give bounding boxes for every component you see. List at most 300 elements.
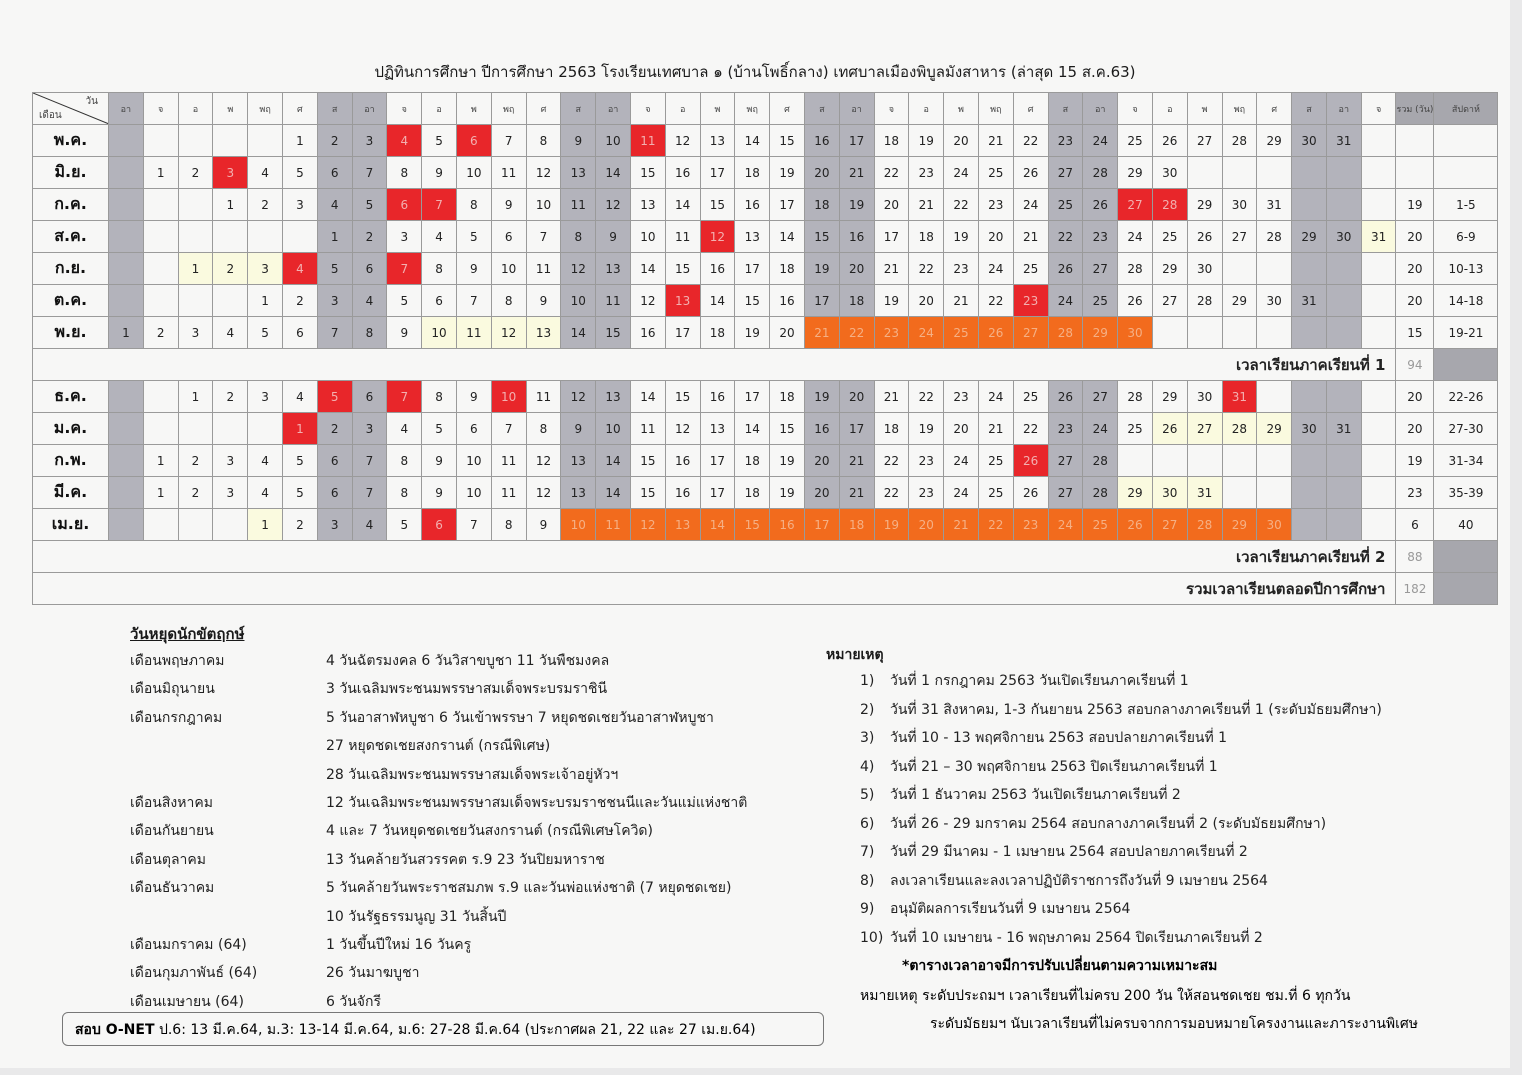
day-cell: 15 — [735, 509, 770, 541]
day-cell: 4 — [387, 413, 422, 445]
month-weeks: 19-21 — [1434, 317, 1498, 349]
day-cell: 14 — [700, 285, 735, 317]
month-weeks — [1434, 157, 1498, 189]
day-cell: 29 — [1257, 125, 1292, 157]
day-cell: 24 — [944, 445, 979, 477]
day-cell: 27 — [1048, 157, 1083, 189]
month-total-days — [1396, 157, 1434, 189]
day-cell: 10 — [456, 445, 491, 477]
day-cell: 23 — [944, 381, 979, 413]
month-row — [33, 317, 1498, 349]
weekday-header: ศ — [770, 93, 805, 125]
day-cell: 9 — [526, 509, 561, 541]
day-cell: 31 — [1222, 381, 1257, 413]
day-cell: 10 — [526, 189, 561, 221]
month-row — [33, 381, 1498, 413]
empty-day-cell — [1292, 253, 1327, 285]
month-weeks: 40 — [1434, 509, 1498, 541]
day-cell: 31 — [1361, 221, 1396, 253]
day-cell: 25 — [1013, 381, 1048, 413]
day-cell: 24 — [978, 381, 1013, 413]
holiday-text: 1 วันขึ้นปีใหม่ 16 วันครู — [326, 937, 472, 953]
empty-day-cell — [1152, 445, 1187, 477]
day-cell: 1 — [178, 381, 213, 413]
empty-day-cell — [1257, 157, 1292, 189]
day-cell: 22 — [978, 285, 1013, 317]
day-cell: 13 — [735, 221, 770, 253]
empty-day-cell — [109, 157, 144, 189]
holiday-month: เดือนมิถุนายน — [130, 681, 215, 698]
day-cell: 2 — [248, 189, 283, 221]
day-cell: 7 — [352, 445, 387, 477]
day-cell: 28 — [1118, 381, 1153, 413]
day-cell: 5 — [456, 221, 491, 253]
day-cell: 4 — [352, 285, 387, 317]
empty-day-cell — [213, 125, 248, 157]
day-cell: 14 — [596, 477, 631, 509]
day-cell: 1 — [143, 445, 178, 477]
month-total-days: 6 — [1396, 509, 1434, 541]
empty-day-cell — [1361, 445, 1396, 477]
day-cell: 22 — [1048, 221, 1083, 253]
empty-day-cell — [1187, 445, 1222, 477]
summary-row — [33, 541, 1498, 573]
onet-label: สอบ O-NET — [75, 1022, 155, 1038]
day-cell: 17 — [804, 285, 839, 317]
day-cell: 12 — [526, 445, 561, 477]
day-cell: 30 — [1187, 253, 1222, 285]
note-item — [860, 784, 1181, 806]
month-row — [33, 445, 1498, 477]
summary-label: รวมเวลาเรียนตลอดปีการศึกษา — [33, 573, 1396, 605]
empty-day-cell — [178, 189, 213, 221]
empty-day-cell — [1326, 381, 1361, 413]
day-cell: 3 — [317, 509, 352, 541]
day-cell: 3 — [248, 253, 283, 285]
empty-day-cell — [1361, 125, 1396, 157]
day-cell: 5 — [282, 157, 317, 189]
day-cell: 8 — [422, 253, 457, 285]
day-cell: 20 — [804, 445, 839, 477]
day-cell: 23 — [874, 317, 909, 349]
day-cell: 26 — [1013, 157, 1048, 189]
summary-row — [33, 349, 1498, 381]
day-cell: 9 — [561, 413, 596, 445]
day-cell: 30 — [1222, 189, 1257, 221]
note-number: 3) — [860, 730, 875, 746]
day-cell: 14 — [596, 157, 631, 189]
month-name: มี.ค. — [33, 477, 109, 509]
weekday-header: อา — [839, 93, 874, 125]
day-cell: 28 — [1187, 285, 1222, 317]
day-cell: 29 — [1118, 477, 1153, 509]
day-cell: 15 — [700, 189, 735, 221]
note-text: วันที่ 31 สิงหาคม, 1-3 กันยายน 2563 สอบกลางภาคเรียนที่ 1 (ระดับมัธยมศึกษา) — [890, 701, 1382, 718]
holiday-text: 12 วันเฉลิมพระชนมพรรษาสมเด็จพระบรมราชชนนีและวันแม่แห่งชาติ — [326, 795, 748, 811]
month-weeks: 22-26 — [1434, 381, 1498, 413]
day-cell: 28 — [1083, 477, 1118, 509]
note-item — [860, 699, 1382, 721]
day-cell: 18 — [839, 285, 874, 317]
day-cell: 21 — [1013, 221, 1048, 253]
month-total-days: 19 — [1396, 445, 1434, 477]
day-cell: 9 — [491, 189, 526, 221]
day-cell: 11 — [456, 317, 491, 349]
summary-row — [33, 573, 1498, 605]
corner-cell — [33, 93, 109, 125]
holiday-month: เดือนสิงหาคม — [130, 795, 213, 811]
note-number: 2) — [860, 701, 875, 718]
empty-day-cell — [1361, 381, 1396, 413]
day-cell: 19 — [944, 221, 979, 253]
day-cell: 7 — [526, 221, 561, 253]
day-cell: 23 — [1083, 221, 1118, 253]
day-cell: 6 — [456, 413, 491, 445]
day-cell: 21 — [839, 477, 874, 509]
day-cell: 27 — [1222, 221, 1257, 253]
weekday-header: จ — [1361, 93, 1396, 125]
day-cell: 21 — [978, 125, 1013, 157]
note-item — [860, 841, 1248, 863]
empty-day-cell — [178, 285, 213, 317]
holiday-text: 5 วันอาสาฬหบูชา 6 วันเข้าพรรษา 7 หยุดชดเชยวันอาสาฬหบูชา — [326, 709, 714, 726]
day-cell: 24 — [1048, 285, 1083, 317]
note-text: วันที่ 21 – 30 พฤศจิกายน 2563 ปิดเรียนภาคเรียนที่ 1 — [890, 758, 1218, 775]
day-cell: 2 — [178, 445, 213, 477]
day-cell: 4 — [248, 157, 283, 189]
day-cell: 18 — [700, 317, 735, 349]
weekday-header: อ — [909, 93, 944, 125]
day-cell: 4 — [282, 253, 317, 285]
day-cell: 13 — [665, 509, 700, 541]
day-cell: 1 — [282, 413, 317, 445]
day-cell: 6 — [491, 221, 526, 253]
day-cell: 28 — [1222, 125, 1257, 157]
day-cell: 2 — [317, 125, 352, 157]
weekday-header: ส — [1292, 93, 1327, 125]
empty-day-cell — [213, 221, 248, 253]
note-number: 9) — [860, 901, 875, 917]
empty-day-cell — [109, 221, 144, 253]
holiday-month: เดือนธันวาคม — [130, 880, 215, 897]
day-cell: 16 — [770, 509, 805, 541]
day-cell: 3 — [248, 381, 283, 413]
day-cell: 1 — [143, 157, 178, 189]
day-cell: 12 — [561, 381, 596, 413]
day-cell: 25 — [944, 317, 979, 349]
day-cell: 26 — [1083, 189, 1118, 221]
empty-day-cell — [143, 509, 178, 541]
day-cell: 8 — [491, 509, 526, 541]
day-cell: 24 — [944, 477, 979, 509]
month-name: พ.ค. — [33, 125, 109, 157]
day-cell: 7 — [352, 157, 387, 189]
day-cell: 26 — [1118, 509, 1153, 541]
day-cell: 15 — [596, 317, 631, 349]
day-cell: 21 — [944, 285, 979, 317]
empty-day-cell — [213, 285, 248, 317]
holiday-text: 3 วันเฉลิมพระชนมพรรษาสมเด็จพระบรมราชินี — [326, 681, 608, 698]
month-name: พ.ย. — [33, 317, 109, 349]
day-cell: 23 — [1048, 125, 1083, 157]
summary-value: 182 — [1396, 573, 1434, 605]
day-cell: 17 — [735, 253, 770, 285]
month-name: ก.ย. — [33, 253, 109, 285]
day-cell: 19 — [804, 253, 839, 285]
month-total-days: 20 — [1396, 381, 1434, 413]
day-cell: 5 — [282, 477, 317, 509]
day-cell: 1 — [248, 509, 283, 541]
day-cell: 14 — [735, 413, 770, 445]
day-cell: 10 — [491, 253, 526, 285]
day-cell: 18 — [770, 253, 805, 285]
day-cell: 24 — [1048, 509, 1083, 541]
day-cell: 18 — [909, 221, 944, 253]
day-cell: 23 — [909, 445, 944, 477]
day-cell: 23 — [1013, 285, 1048, 317]
empty-day-cell — [1361, 477, 1396, 509]
empty-day-cell — [109, 189, 144, 221]
empty-day-cell — [109, 413, 144, 445]
weekday-header: ส — [561, 93, 596, 125]
day-cell: 30 — [1187, 381, 1222, 413]
day-cell: 5 — [387, 509, 422, 541]
empty-day-cell — [143, 381, 178, 413]
day-cell: 20 — [978, 221, 1013, 253]
day-cell: 5 — [422, 413, 457, 445]
day-cell: 10 — [630, 221, 665, 253]
day-cell: 18 — [735, 445, 770, 477]
day-cell: 31 — [1257, 189, 1292, 221]
month-weeks — [1434, 125, 1498, 157]
note-number: 1) — [860, 673, 875, 689]
summary-label: เวลาเรียนภาคเรียนที่ 1 — [33, 349, 1396, 381]
day-cell: 26 — [1048, 253, 1083, 285]
day-cell: 28 — [1152, 189, 1187, 221]
academic-calendar-table — [32, 92, 1498, 605]
day-cell: 17 — [770, 189, 805, 221]
month-row — [33, 125, 1498, 157]
month-row — [33, 189, 1498, 221]
day-cell: 19 — [735, 317, 770, 349]
day-cell: 6 — [352, 253, 387, 285]
empty-day-cell — [178, 509, 213, 541]
day-cell: 9 — [526, 285, 561, 317]
header-row — [33, 93, 1498, 125]
day-cell: 14 — [596, 445, 631, 477]
day-cell: 8 — [526, 125, 561, 157]
day-cell: 20 — [839, 253, 874, 285]
day-cell: 23 — [1048, 413, 1083, 445]
day-cell: 6 — [422, 509, 457, 541]
day-cell: 5 — [387, 285, 422, 317]
day-cell: 2 — [282, 285, 317, 317]
day-cell: 21 — [978, 413, 1013, 445]
empty-day-cell — [1361, 285, 1396, 317]
day-cell: 24 — [978, 253, 1013, 285]
day-cell: 25 — [978, 157, 1013, 189]
day-cell: 27 — [1048, 477, 1083, 509]
day-cell: 16 — [665, 445, 700, 477]
day-cell: 10 — [422, 317, 457, 349]
note-text: ลงเวลาเรียนและลงเวลาปฏิบัติราชการถึงวันที่ 9 เมษายน 2564 — [890, 872, 1268, 889]
day-cell: 23 — [978, 189, 1013, 221]
day-cell: 27 — [1048, 445, 1083, 477]
note-text: วันที่ 1 ธันวาคม 2563 วันเปิดเรียนภาคเรียนที่ 2 — [890, 787, 1181, 803]
day-cell: 26 — [1187, 221, 1222, 253]
day-cell: 29 — [1292, 221, 1327, 253]
weekday-header: ศ — [282, 93, 317, 125]
empty-day-cell — [109, 381, 144, 413]
day-cell: 8 — [526, 413, 561, 445]
weekday-header: อ — [665, 93, 700, 125]
empty-day-cell — [143, 253, 178, 285]
day-cell: 20 — [874, 189, 909, 221]
day-cell: 25 — [978, 477, 1013, 509]
day-cell: 17 — [700, 445, 735, 477]
day-cell: 3 — [178, 317, 213, 349]
day-cell: 7 — [491, 125, 526, 157]
day-cell: 22 — [1013, 413, 1048, 445]
day-cell: 6 — [422, 285, 457, 317]
summary-blank — [1434, 573, 1498, 605]
day-cell: 14 — [735, 125, 770, 157]
day-cell: 26 — [1152, 413, 1187, 445]
empty-day-cell — [1326, 477, 1361, 509]
note-number: 6) — [860, 815, 875, 832]
day-cell: 26 — [978, 317, 1013, 349]
day-cell: 18 — [735, 477, 770, 509]
day-cell: 16 — [839, 221, 874, 253]
day-cell: 1 — [248, 285, 283, 317]
note-number: 4) — [860, 758, 875, 775]
day-cell: 10 — [561, 509, 596, 541]
weekday-header: ส — [804, 93, 839, 125]
empty-day-cell — [143, 125, 178, 157]
empty-day-cell — [1222, 253, 1257, 285]
day-cell: 10 — [596, 413, 631, 445]
day-cell: 10 — [456, 157, 491, 189]
month-weeks: 6-9 — [1434, 221, 1498, 253]
day-cell: 17 — [735, 381, 770, 413]
empty-day-cell — [1222, 445, 1257, 477]
day-cell: 9 — [561, 125, 596, 157]
holiday-month: เดือนมกราคม (64) — [130, 937, 247, 953]
day-cell: 22 — [909, 381, 944, 413]
day-cell: 12 — [630, 509, 665, 541]
day-cell: 5 — [352, 189, 387, 221]
empty-day-cell — [143, 221, 178, 253]
month-total-days — [1396, 125, 1434, 157]
onet-text: ป.6: 13 มี.ค.64, ม.3: 13-14 มี.ค.64, ม.6: 27-28 มี.ค.64 (ประกาศผล 21, 22 และ 27 เม.ย.64) — [158, 1022, 756, 1038]
holiday-text: 13 วันคล้ายวันสวรรคต ร.9 23 วันปิยมหาราช — [326, 851, 605, 868]
day-cell: 22 — [909, 253, 944, 285]
day-cell: 11 — [596, 285, 631, 317]
empty-day-cell — [1257, 445, 1292, 477]
weekday-header: พ — [213, 93, 248, 125]
day-cell: 26 — [1013, 477, 1048, 509]
weekday-header: พ — [700, 93, 735, 125]
day-cell: 19 — [874, 285, 909, 317]
holiday-text: 28 วันเฉลิมพระชนมพรรษาสมเด็จพระเจ้าอยู่หัวฯ — [326, 766, 619, 783]
holiday-month: เดือนกันยายน — [130, 823, 214, 840]
day-cell: 2 — [317, 413, 352, 445]
day-cell: 29 — [1222, 509, 1257, 541]
weekday-header: พฤ — [248, 93, 283, 125]
day-cell: 12 — [665, 413, 700, 445]
day-cell: 30 — [1292, 125, 1327, 157]
day-cell: 28 — [1083, 157, 1118, 189]
day-cell: 27 — [1118, 189, 1153, 221]
weekday-header: ศ — [1257, 93, 1292, 125]
day-cell: 11 — [596, 509, 631, 541]
day-cell: 11 — [630, 413, 665, 445]
day-cell: 30 — [1152, 157, 1187, 189]
empty-day-cell — [109, 445, 144, 477]
day-cell: 25 — [1013, 253, 1048, 285]
day-cell: 31 — [1326, 413, 1361, 445]
day-cell: 5 — [317, 253, 352, 285]
empty-day-cell — [1326, 157, 1361, 189]
day-cell: 9 — [456, 381, 491, 413]
day-cell: 24 — [1083, 413, 1118, 445]
month-name: ก.พ. — [33, 445, 109, 477]
day-cell: 20 — [909, 285, 944, 317]
empty-day-cell — [109, 509, 144, 541]
empty-day-cell — [143, 285, 178, 317]
weekday-header: อ — [422, 93, 457, 125]
note-item — [860, 813, 1326, 835]
day-cell: 27 — [1083, 381, 1118, 413]
empty-day-cell — [143, 413, 178, 445]
day-cell: 13 — [561, 477, 596, 509]
day-cell: 18 — [735, 157, 770, 189]
day-cell: 27 — [1187, 125, 1222, 157]
day-cell: 3 — [352, 413, 387, 445]
day-cell: 4 — [422, 221, 457, 253]
day-cell: 20 — [804, 477, 839, 509]
page-title: ปฏิทินการศึกษา ปีการศึกษา 2563 โรงเรียนเทศบาล ๑ (บ้านโพธิ์กลาง) เทศบาลเมืองพิบูลมังสาหาร (ล่าสุด 15 ส.ค.63) — [374, 63, 1136, 81]
day-cell: 2 — [213, 253, 248, 285]
day-cell: 24 — [1083, 125, 1118, 157]
day-cell: 12 — [665, 125, 700, 157]
empty-day-cell — [1292, 477, 1327, 509]
day-cell: 26 — [1013, 445, 1048, 477]
day-cell: 14 — [700, 509, 735, 541]
day-cell: 17 — [839, 125, 874, 157]
day-cell: 3 — [352, 125, 387, 157]
holiday-text: 27 หยุดชดเชยสงกรานต์ (กรณีพิเศษ) — [326, 738, 551, 755]
day-cell: 1 — [213, 189, 248, 221]
day-cell: 5 — [317, 381, 352, 413]
empty-day-cell — [109, 477, 144, 509]
note-text: อนุมัติผลการเรียนวันที่ 9 เมษายน 2564 — [890, 901, 1131, 917]
week-header: สัปดาห์ — [1434, 93, 1498, 125]
empty-day-cell — [248, 125, 283, 157]
weekday-header: พฤ — [1222, 93, 1257, 125]
note-item — [860, 670, 1189, 692]
day-cell: 26 — [1118, 285, 1153, 317]
day-cell: 4 — [317, 189, 352, 221]
day-cell: 7 — [491, 413, 526, 445]
month-name: ก.ค. — [33, 189, 109, 221]
empty-day-cell — [178, 221, 213, 253]
day-cell: 13 — [596, 253, 631, 285]
day-cell: 30 — [1292, 413, 1327, 445]
month-name: ส.ค. — [33, 221, 109, 253]
month-name: ต.ค. — [33, 285, 109, 317]
day-cell: 1 — [282, 125, 317, 157]
